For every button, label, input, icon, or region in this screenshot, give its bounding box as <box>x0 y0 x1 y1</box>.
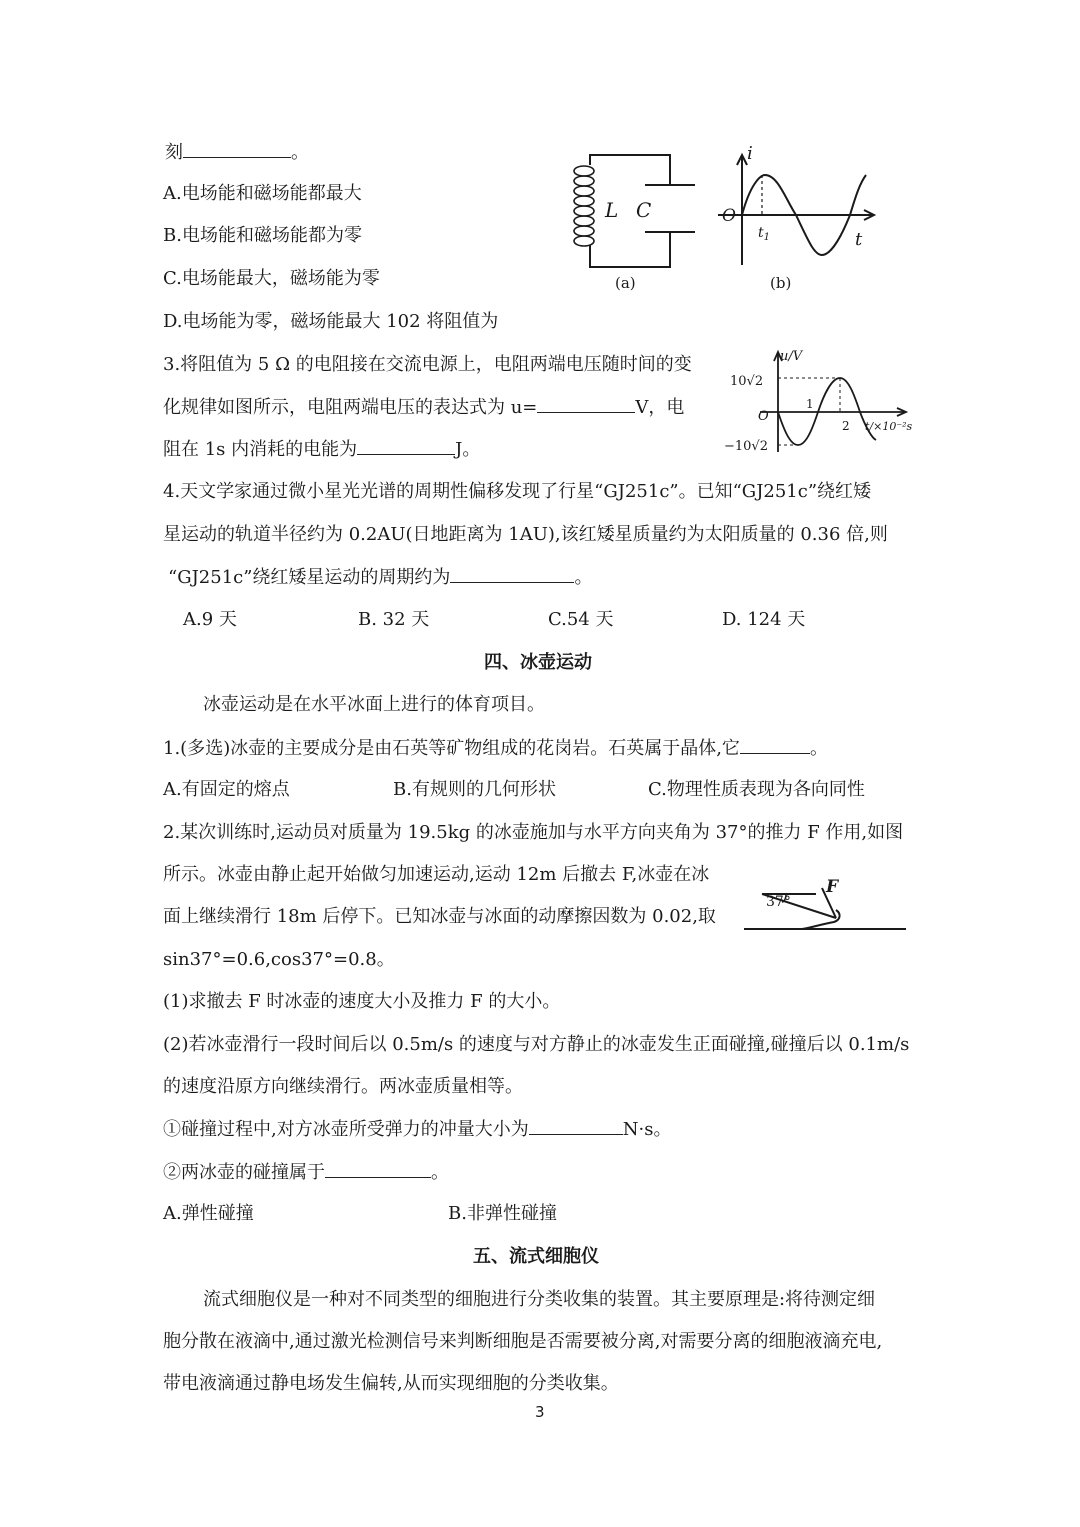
s4-sub2b-line <box>163 1159 449 1186</box>
q2-prefix: 刻 <box>165 142 183 163</box>
section5-line1: 流式细胞仪是一种对不同类型的细胞进行分类收集的装置。其主要原理是:将待测定细 <box>203 1289 876 1310</box>
ytick-top: 10√2 <box>730 374 764 389</box>
inductor-label: L <box>605 198 619 222</box>
caption-b: (b) <box>770 274 792 292</box>
q4-option-b: B. 32 天 <box>358 609 430 630</box>
s4-sub2b-suffix: 。 <box>431 1162 449 1183</box>
lc-circuit-figure <box>560 145 890 305</box>
angle-label: 37° <box>766 894 791 910</box>
s4-q1-line <box>163 735 828 762</box>
section5-line2: 胞分散在液滴中,通过激光检测信号来判断细胞是否需要被分离,对需要分离的细胞液滴充电, <box>163 1331 883 1352</box>
origin-label: O <box>722 206 736 226</box>
u-axis-label: u/V <box>780 349 803 364</box>
s4-sub2a-suffix: N·s。 <box>622 1119 672 1140</box>
s4-impulse-blank[interactable] <box>529 1116 623 1135</box>
caption-a: (a) <box>615 274 636 292</box>
u-origin-label: O <box>758 409 769 424</box>
q4-line3-suffix: 。 <box>574 567 593 588</box>
q2-option-d: D.电场能为零，磁场能最大 102 将阻值为 <box>163 311 499 332</box>
s4-q1-option-b: B.有规则的几何形状 <box>393 779 556 800</box>
q4-line3 <box>168 564 592 591</box>
q2-answer-line <box>165 139 309 166</box>
q4-option-d: D. 124 天 <box>722 609 806 630</box>
capacitor-label: C <box>636 198 652 222</box>
section5-line3: 带电液滴通过静电场发生偏转,从而实现细胞的分类收集。 <box>163 1373 619 1394</box>
s4-q2-line3: 面上继续滑行 18m 后停下。已知冰壶与冰面的动摩擦因数为 0.02,取 <box>163 906 716 927</box>
s4-q1-suffix: 。 <box>809 738 828 759</box>
voltage-graph-figure <box>722 348 932 460</box>
s4-sub2-line2: 的速度沿原方向继续滑行。两冰壶质量相等。 <box>163 1076 523 1097</box>
page-number: 3 <box>535 1403 545 1421</box>
q3-line2 <box>163 394 684 421</box>
q2-option-b: B.电场能和磁场能都为零 <box>163 225 362 246</box>
s4-q2-line4: sin37°=0.6,cos37°=0.8。 <box>163 949 395 970</box>
x-axis-label: t/×10⁻²s <box>865 420 913 433</box>
q3-line2-prefix: 化规律如图所示，电阻两端电压的表达式为 u= <box>163 397 538 418</box>
section4-intro: 冰壶运动是在水平冰面上进行的体育项目。 <box>203 694 545 715</box>
ytick-bottom: −10√2 <box>724 439 768 454</box>
xtick-1: 1 <box>806 397 814 411</box>
q3-voltage-blank[interactable] <box>537 394 635 413</box>
q4-option-c: C.54 天 <box>548 609 614 630</box>
s4-sub2b-option-a: A.弹性碰撞 <box>163 1203 254 1224</box>
axis-t-label: t <box>855 229 863 250</box>
t1-label: $t_1$ <box>758 225 771 243</box>
xtick-2: 2 <box>842 419 850 433</box>
axis-i-label: i <box>747 143 753 164</box>
s4-sub1: (1)求撤去 F 时冰壶的速度大小及推力 F 的大小。 <box>163 991 561 1012</box>
s4-q1-prefix: 1.(多选)冰壶的主要成分是由石英等矿物组成的花岗岩。石英属于晶体,它 <box>163 738 740 759</box>
q2-suffix: 。 <box>291 142 309 163</box>
s4-q1-blank[interactable] <box>740 735 810 754</box>
q3-line2-suffix: V，电 <box>635 397 685 418</box>
s4-sub2-line1: (2)若冰壶滑行一段时间后以 0.5m/s 的速度与对方静止的冰壶发生正面碰撞,碰撞后以 0.1m/s <box>163 1034 910 1055</box>
q4-option-a: A.9 天 <box>183 609 237 630</box>
s4-sub2b-option-b: B.非弹性碰撞 <box>448 1203 557 1224</box>
q2-option-a: A.电场能和磁场能都最大 <box>163 183 362 204</box>
s4-q2-line1: 2.某次训练时,运动员对质量为 19.5kg 的冰壶施加与水平方向夹角为 37°的推力 F 作用,如图 <box>163 822 904 843</box>
section4-title: 四、冰壶运动 <box>484 652 592 673</box>
q3-line1: 3.将阻值为 5 Ω 的电阻接在交流电源上，电阻两端电压随时间的变 <box>163 354 692 375</box>
s4-sub2a-prefix: ①碰撞过程中,对方冰壶所受弹力的冲量大小为 <box>163 1119 529 1140</box>
q4-period-blank[interactable] <box>450 564 574 583</box>
inductor-coil <box>574 166 594 246</box>
s4-collision-blank[interactable] <box>325 1159 431 1178</box>
section5-title: 五、流式细胞仪 <box>473 1246 599 1267</box>
s4-q2-line2: 所示。冰壶由静止起开始做匀加速运动,运动 12m 后撤去 F,冰壶在冰 <box>163 864 710 885</box>
q3-line3-suffix: J。 <box>455 439 481 460</box>
q4-line3-prefix: “GJ251c”绕红矮星运动的周期约为 <box>168 567 451 588</box>
s4-q1-option-c: C.物理性质表现为各向同性 <box>648 779 865 800</box>
s4-q1-option-a: A.有固定的熔点 <box>163 779 290 800</box>
q3-line3 <box>163 436 480 463</box>
q2-answer-blank[interactable] <box>183 139 291 158</box>
q4-line1: 4.天文学家通过微小星光光谱的周期性偏移发现了行星“GJ251c”。已知“GJ251c”绕红矮 <box>163 481 872 502</box>
s4-sub2b-prefix: ②两冰壶的碰撞属于 <box>163 1162 325 1183</box>
q2-option-c: C.电场能最大，磁场能为零 <box>163 268 380 289</box>
q4-line2: 星运动的轨道半径约为 0.2AU(日地距离为 1AU),该红矮星质量约为太阳质量的 0.36 倍,则 <box>163 524 888 545</box>
q3-line3-prefix: 阻在 1s 内消耗的电能为 <box>163 439 358 460</box>
q3-energy-blank[interactable] <box>357 436 455 455</box>
s4-sub2a-line <box>163 1116 671 1143</box>
curling-figure <box>740 872 910 938</box>
force-label: F <box>826 877 839 897</box>
